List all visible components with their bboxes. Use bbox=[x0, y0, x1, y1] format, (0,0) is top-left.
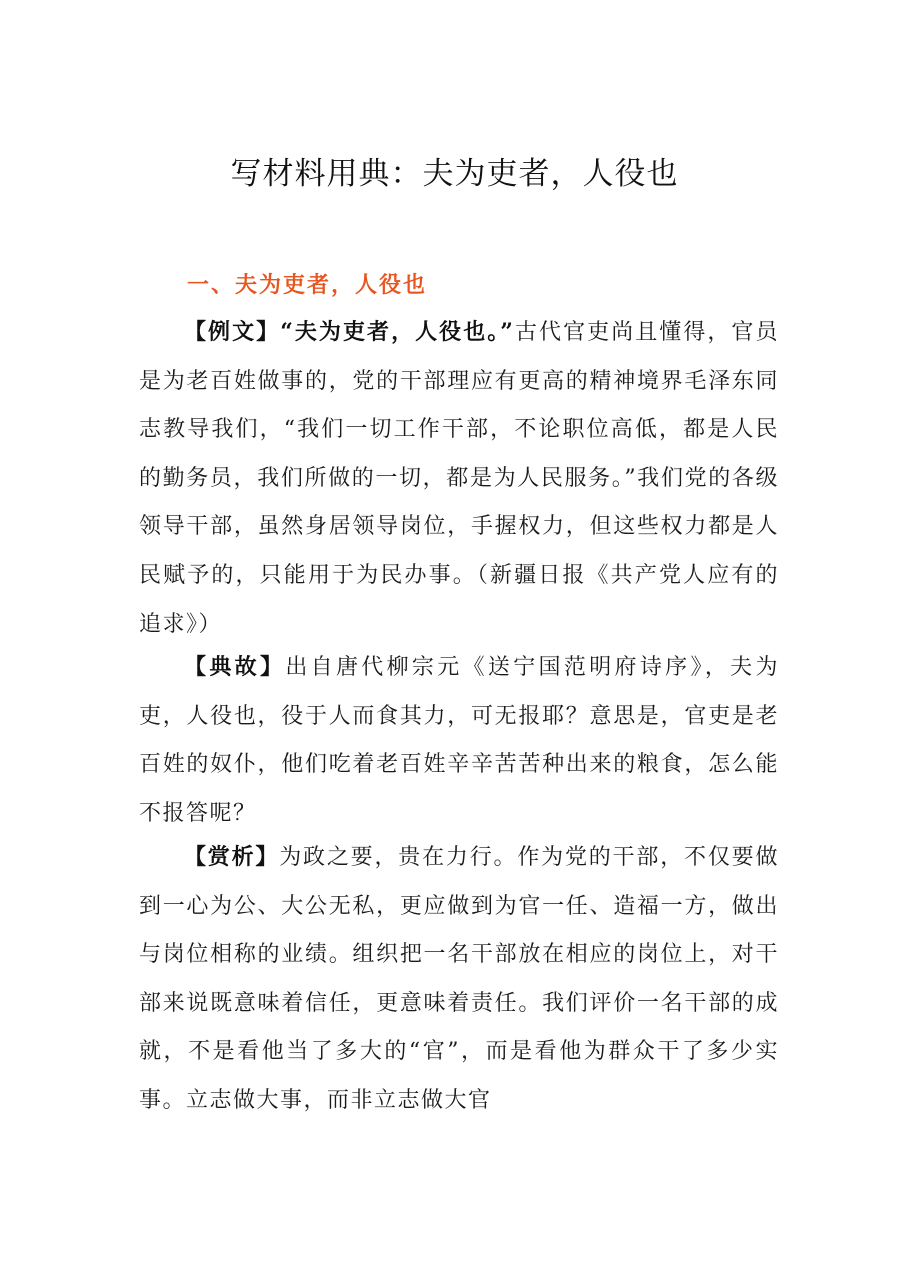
allusion-text: 出自唐代柳宗元《送宁国范明府诗序》，夫为吏，人役也，役于人而食其力，可无报耶？意思是，官吏是老百姓的奴仆，他们吃着老百姓辛辛苦苦种出来的粮食，怎么能不报答呢？ bbox=[139, 655, 779, 826]
example-quote: “夫为吏者，人役也。” bbox=[280, 319, 515, 345]
appreciation-paragraph bbox=[139, 833, 779, 1126]
example-paragraph bbox=[139, 308, 779, 649]
example-text: 古代官吏尚且懂得，官员是为老百姓做事的，党的干部理应有更高的精神境界毛泽东同志教导我们，“我们一切工作干部，不论职位高低，都是人民的勤务员，我们所做的一切，都是为人民服务。”我们党的各级领导干部，虽然身居领导岗位，手握权力，但这些权力都是人民赋予的，只能用于为民办事。（新疆日报《共产党人应有的追求》） bbox=[139, 320, 779, 637]
appreciation-text: 为政之要，贵在力行。作为党的干部，不仅要做到一心为公、大公无私，更应做到为官一任、造福一方，做出与岗位相称的业绩。组织把一名干部放在相应的岗位上，对干部来说既意味着信任，更意味着责任。我们评价一名干部的成就，不是看他当了多大的“官”，而是看他为群众干了多少实事。立志做大事，而非立志做大官 bbox=[139, 845, 779, 1113]
allusion-tag: 【典故】 bbox=[184, 654, 286, 680]
section-heading: 一、夫为吏者，人役也 bbox=[187, 272, 428, 298]
appreciation-tag: 【赏析】 bbox=[184, 844, 280, 870]
allusion-paragraph bbox=[139, 643, 779, 838]
example-tag: 【例文】 bbox=[184, 319, 281, 345]
document-title: 写材料用典：夫为吏者，人役也 bbox=[230, 156, 679, 192]
